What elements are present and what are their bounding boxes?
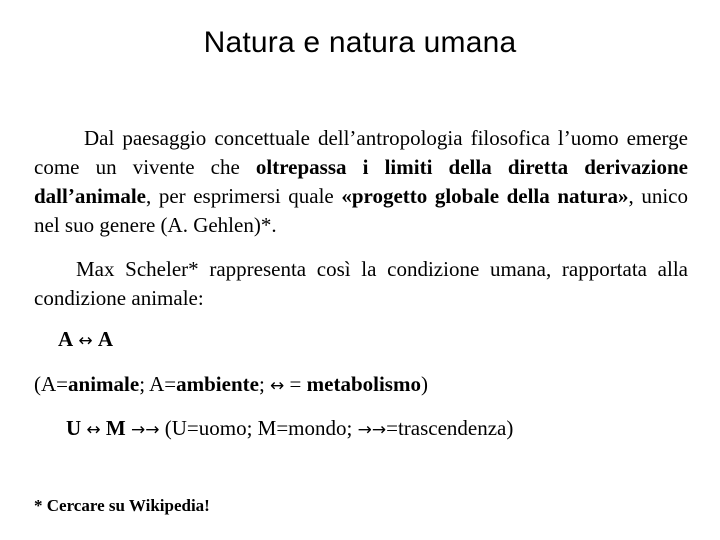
- formula3-text-2: =trascendenza): [386, 416, 514, 440]
- legend-ambiente: ambiente: [176, 372, 259, 396]
- formula3-m: M: [105, 416, 126, 440]
- formula-legend: [34, 372, 428, 397]
- formula-animal: [58, 327, 113, 352]
- p1-text-2: , per esprimersi quale: [146, 184, 342, 208]
- formula3-u: U: [66, 416, 82, 440]
- double-arrow-icon: ↔: [270, 376, 285, 396]
- right-arrows-icon: →→: [131, 420, 160, 440]
- legend-open: (A=: [34, 372, 69, 396]
- paragraph-scheler: Max Scheler* rappresenta così la condizione umana, rapportata alla condizione animale:: [34, 257, 688, 310]
- slide-title: Natura e natura umana: [203, 26, 517, 59]
- double-arrow-icon: ↔: [86, 420, 101, 440]
- p1-text-3: , unico nel suo genere (A. Gehlen)*.: [34, 184, 688, 237]
- formula3-text-1: (U=uomo; M=mondo;: [159, 416, 358, 440]
- legend-sep1: ; A=: [139, 372, 177, 396]
- formula-human: [66, 416, 513, 441]
- p1-bold-2: «progetto globale della natura»: [341, 184, 629, 208]
- legend-animale: animale: [68, 372, 140, 396]
- right-arrows-icon: →→: [357, 420, 387, 440]
- p1-bold-1: oltrepassa i limiti della diretta derivazione dall’animale: [34, 155, 689, 208]
- footnote: * Cercare su Wikipedia!: [34, 496, 210, 515]
- formula1-left: A: [58, 327, 74, 351]
- legend-eq: =: [284, 372, 307, 396]
- formula1-right: A: [97, 327, 114, 351]
- legend-sep2: ;: [258, 372, 271, 396]
- p1-text-1: Dal paesaggio concettuale dell’antropologia filosofica l’uomo emerge come un vivente che: [34, 126, 688, 179]
- double-arrow-icon: ↔: [78, 331, 93, 351]
- legend-close: ): [420, 372, 428, 396]
- legend-metabolismo: metabolismo: [306, 372, 421, 396]
- paragraph-gehlen: [34, 124, 688, 240]
